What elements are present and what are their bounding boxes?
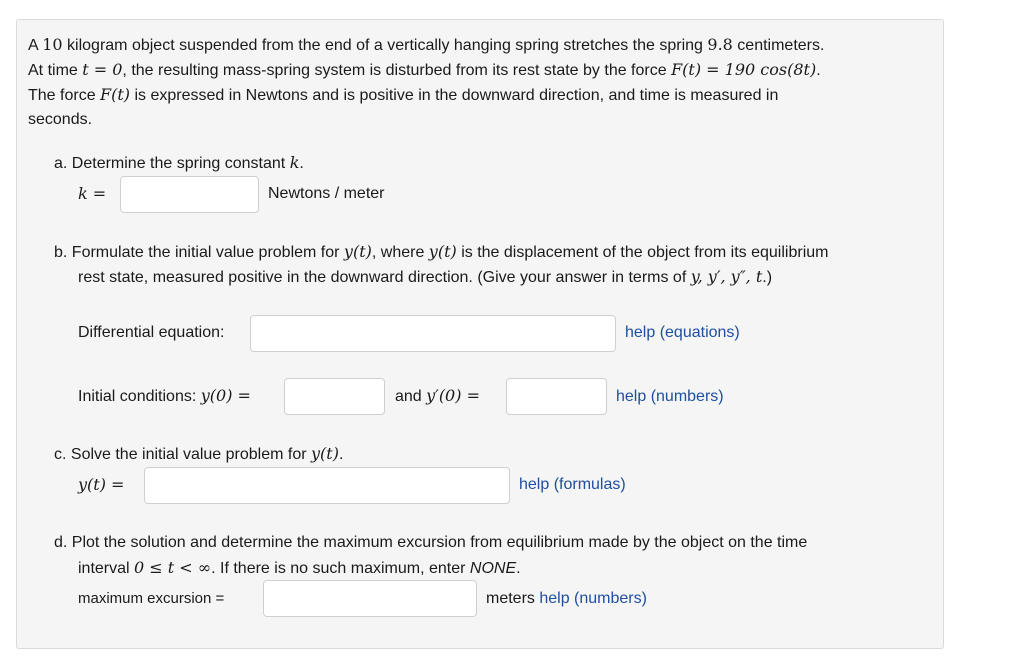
part-d-prompt-line-1: d. Plot the solution and determine the maximum excursion from equilibrium made by the object on the time [54,534,808,551]
solution-yt-input[interactable] [144,467,510,504]
yt-equals-label: y(t) = [78,475,125,494]
part-a-prompt: a. Determine the spring constant k. [54,153,304,172]
differential-equation-label: Differential equation: [78,324,225,341]
part-b-prompt-line-1: b. Formulate the initial value problem for y(t), where y(t) is the displacement of the object from its equilibrium [54,242,829,261]
differential-equation-input[interactable] [250,315,616,352]
help-formulas-link[interactable]: help (formulas) [519,476,626,493]
yprime0-label: and y′(0) = [395,386,480,405]
k-unit-label: Newtons / meter [268,185,385,202]
help-numbers-link-d[interactable]: help (numbers) [539,590,647,607]
intro-line-4: seconds. [28,111,93,128]
y0-input[interactable] [284,378,385,415]
k-equals-label: k = [78,184,107,203]
part-c-prompt: c. Solve the initial value problem for y(t). [54,444,344,463]
intro-line-1: A 10 kilogram object suspended from the end of a vertically hanging spring stretches the spring 9.8 centimeters. [28,35,825,54]
help-numbers-link-b[interactable]: help (numbers) [616,388,724,405]
help-equations-link[interactable]: help (equations) [625,324,740,341]
spring-constant-input[interactable] [120,176,259,213]
part-b-prompt-line-2: rest state, measured positive in the downward direction. (Give your answer in terms of y, y′, y″, t.) [78,267,773,286]
max-excursion-unit: meters help (numbers) [486,590,647,607]
intro-line-3: The force F(t) is expressed in Newtons and is positive in the downward direction, and time is measured in [28,85,779,104]
yprime0-input[interactable] [506,378,607,415]
intro-line-2: At time t = 0, the resulting mass-spring system is disturbed from its rest state by the force F(t) = 190 cos(8t). [28,60,821,79]
part-d-prompt-line-2: interval 0 ≤ t < ∞. If there is no such maximum, enter NONE. [78,558,521,577]
max-excursion-input[interactable] [263,580,477,617]
initial-conditions-label: Initial conditions: y(0) = [78,386,251,405]
max-excursion-label: maximum excursion = [78,590,225,607]
